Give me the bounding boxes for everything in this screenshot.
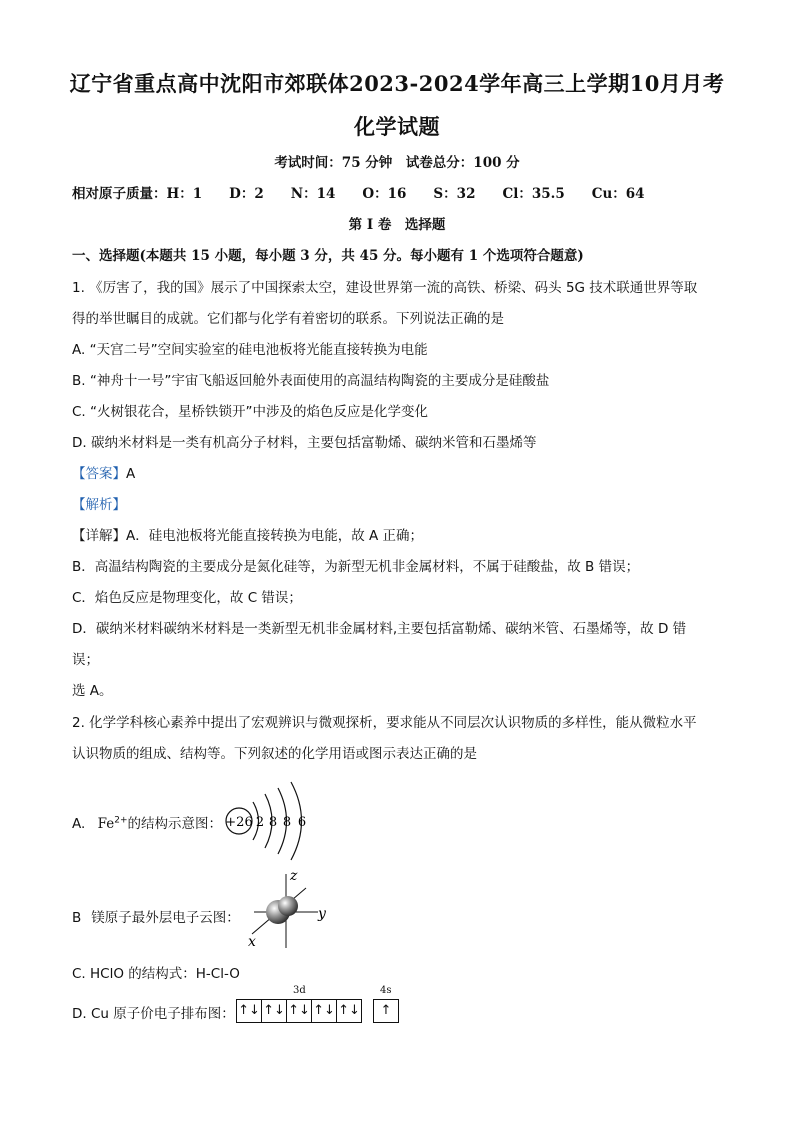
orbital-3d-boxes <box>236 999 362 1023</box>
orbital-3d-box: ↑↓ <box>287 1000 312 1022</box>
orbital-3d-box: ↑↓ <box>237 1000 262 1022</box>
q1-detail-d-line2: 误； <box>72 652 99 668</box>
cloud-sphere-front <box>278 896 298 916</box>
shell-count-3: 8 <box>282 815 292 830</box>
q1-option-d: D. 碳纳米材料是一类有机高分子材料，主要包括富勒烯、碳纳米管和石墨烯等 <box>72 435 537 451</box>
option-b-text: 镁原子最外层电子云图： <box>91 910 240 926</box>
orbital-4s-box: ↑ <box>373 999 399 1023</box>
q1-option-b: B. “神舟十一号”宇宙飞船返回舱外表面使用的高温结构陶瓷的主要成分是硅酸盐 <box>72 373 550 389</box>
q2-stem-line2: 认识物质的组成、结构等。下列叙述的化学用语或图示表达正确的是 <box>72 746 477 762</box>
nucleus-charge: +26 <box>225 815 253 830</box>
q1-detail-c: C．焰色反应是物理变化，故 C 错误； <box>72 590 302 606</box>
orbital-3d-box: ↑↓ <box>262 1000 287 1022</box>
exam-info: 考试时间：75 分钟 试卷总分：100 分 <box>274 155 520 171</box>
answer-value: A <box>126 466 136 482</box>
section-heading: 一、选择题(本题共 15 小题，每小题 3 分，共 45 分。每小题有 1 个选项符合题意) <box>72 248 584 264</box>
shell-count-2: 8 <box>268 815 278 830</box>
option-a-label: A. <box>72 816 86 832</box>
fe-charge: 2+ <box>114 815 128 826</box>
q1-option-a: A. “天宫二号”空间实验室的硅电池板将光能直接转换为电能 <box>72 342 428 358</box>
paper-title: 辽宁省重点高中沈阳市郊联体2023-2024学年高三上学期10月月考 <box>69 71 725 96</box>
axis-y-label: y <box>318 906 326 922</box>
orbital-4s-label: 4s <box>380 985 392 996</box>
atomic-mass: 相对原子质量：H：1 D：2 N：14 O：16 S：32 Cl：35.5 Cu：64 <box>72 186 645 202</box>
orbital-3d-box: ↑↓ <box>338 1003 360 1018</box>
q2-stem-line1: 2. 化学学科核心素养中提出了宏观辨识与微观探析，要求能从不同层次认识物质的多样性，能从微粒水平 <box>72 715 697 731</box>
part-heading: 第 I 卷 选择题 <box>348 217 446 233</box>
analysis-tag: 【解析】 <box>72 497 126 513</box>
q1-detail-d-line1: D．碳纳米材料碳纳米材料是一类新型无机非金属材料,主要包括富勒烯、碳纳米管、石墨烯等，故 D 错 <box>72 621 687 637</box>
q2-option-d: D. Cu 原子价电子排布图： <box>72 1006 235 1022</box>
detail-a-text: A．硅电池板将光能直接转换为电能，故 A 正确； <box>126 528 424 544</box>
q1-analysis <box>72 493 126 513</box>
q2-option-a <box>72 812 222 832</box>
electron-cloud-diagram <box>238 866 338 950</box>
orbital-3d-box: ↑↓ <box>312 1000 337 1022</box>
q1-stem-line2: 得的举世瞩目的成就。它们都与化学有着密切的联系。下列说法正确的是 <box>72 311 504 327</box>
axis-z-label: z <box>290 868 298 884</box>
q1-conclusion: 选 A。 <box>72 683 113 699</box>
q1-answer <box>72 462 135 482</box>
axis-x-label: x <box>248 934 256 950</box>
shell-count-1: 2 <box>255 815 265 830</box>
paper-subtitle: 化学试题 <box>354 114 440 139</box>
detail-tag: 【详解】 <box>72 528 126 544</box>
q1-detail-a <box>72 524 423 544</box>
option-b-label: B <box>72 910 82 926</box>
fe-ion-structure-diagram <box>220 780 330 862</box>
option-a-text: 的结构示意图： <box>127 816 222 832</box>
fe-symbol: Fe <box>97 816 115 832</box>
q2-option-b <box>72 906 240 926</box>
q1-stem-line1: 1. 《厉害了，我的国》展示了中国探索太空，建设世界第一流的高铁、桥梁、码头 5G 技术联通世界等取 <box>72 280 698 296</box>
answer-tag: 【答案】 <box>72 466 126 482</box>
q2-option-c: C. HClO 的结构式：H-Cl-O <box>72 966 240 982</box>
q1-detail-b: B．高温结构陶瓷的主要成分是氮化硅等，为新型无机非金属材料，不属于硅酸盐，故 B 错误； <box>72 559 640 575</box>
orbital-3d-label: 3d <box>293 985 306 996</box>
q1-option-c: C. “火树银花合，星桥铁锁开”中涉及的焰色反应是化学变化 <box>72 404 428 420</box>
shell-count-4: 6 <box>297 815 307 830</box>
